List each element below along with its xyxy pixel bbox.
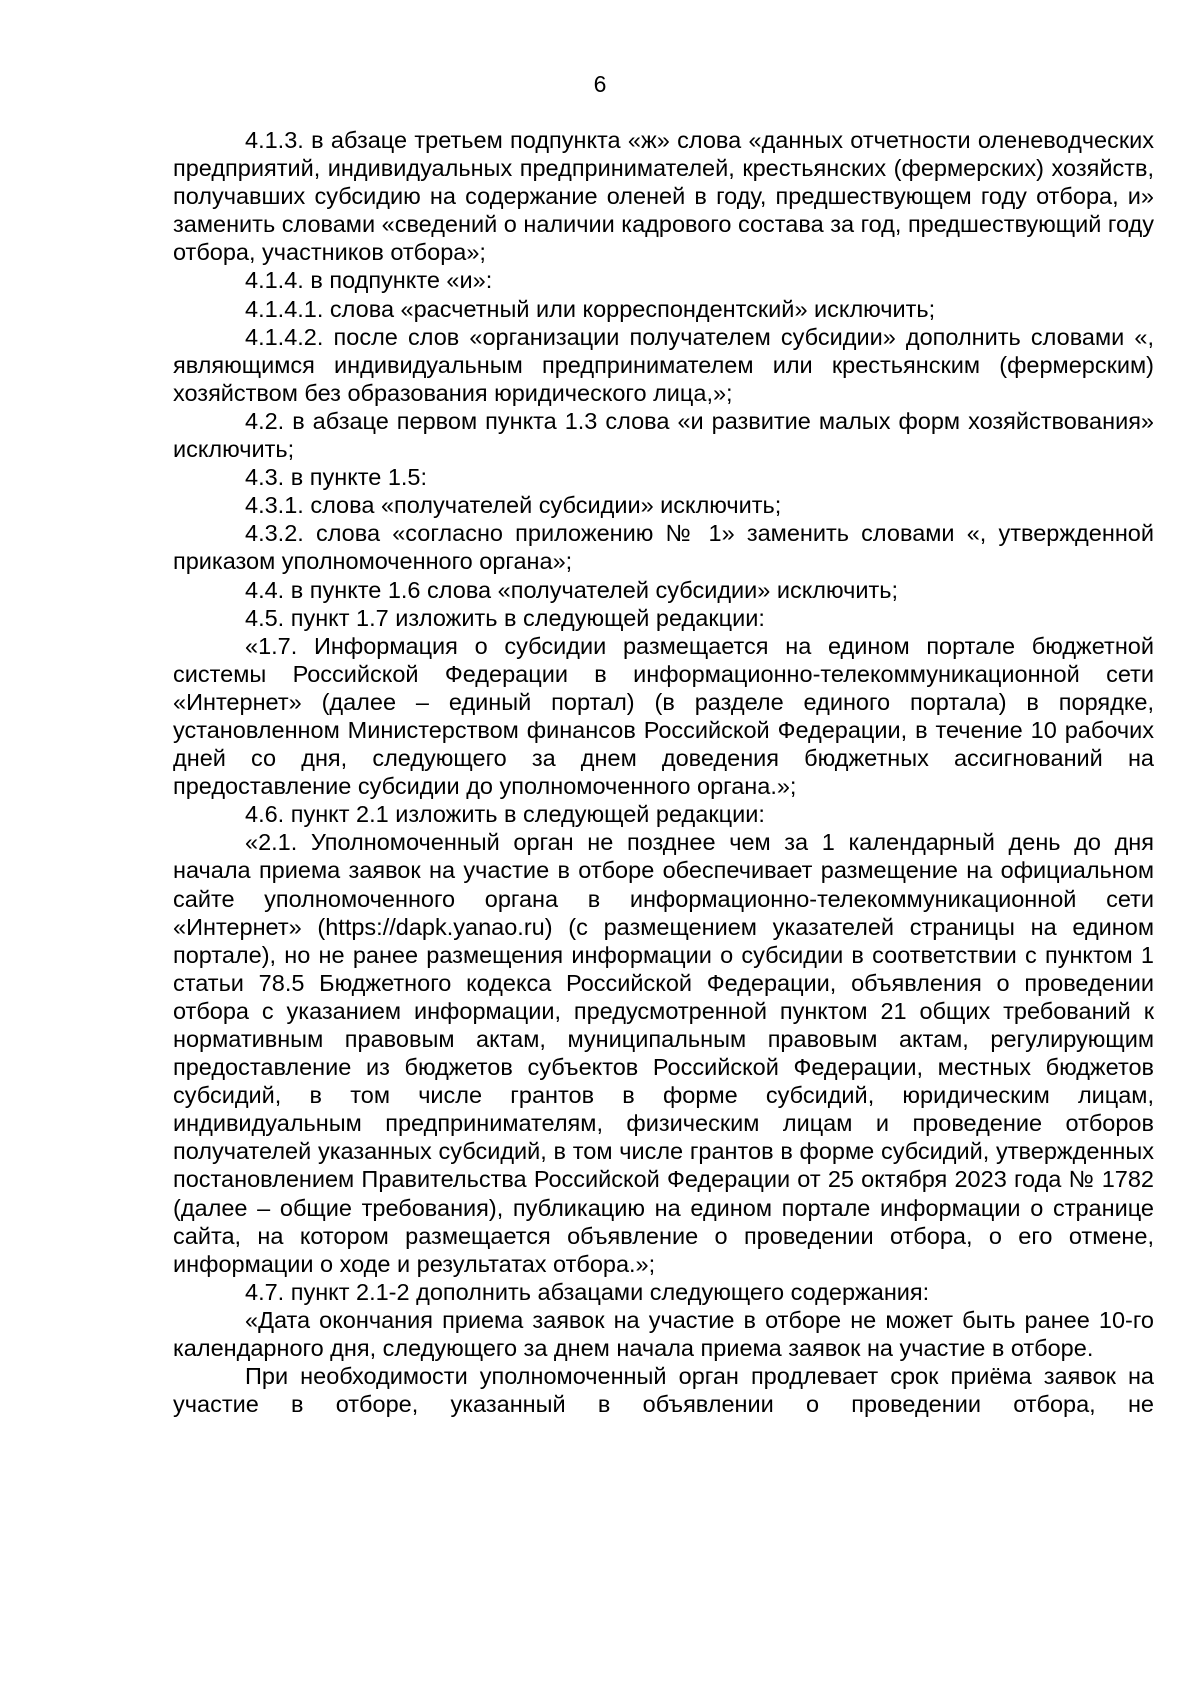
paragraph-4-3-1: 4.3.1. слова «получателей субсидии» исключить; [245, 492, 782, 519]
paragraph-4-5: 4.5. пункт 1.7 изложить в следующей редакции: [245, 604, 765, 631]
paragraph-4-4: 4.4. в пункте 1.6 слова «получателей субсидии» исключить; [245, 576, 899, 603]
paragraph-2-1-text: «2.1. Уполномоченный орган не позднее чем за 1 календарный день до дня начала приема заявок на участие в отборе обеспечивает размещение на официальном сайте уполномоченного органа в информационно-телекоммуникационной сети «Интернет» (https://dapk.yanao.ru) (с размещением указателей страницы на едином портале), но не ранее размещения информации о субсидии в соответствии с пунктом 1 статьи 78.5 Бюджетного кодекса Российской Федерации, объявления о проведении отбора с указанием информации, предусмотренной пунктом 21 общих требований к нормативным правовым актам, муниципальным правовым актам, регулирующим предоставление из бюджетов субъектов Российской Федерации, местных бюджетов субсидий, в том числе грантов в форме субсидий, юридическим лицам, индивидуальным предпринимателям, физическим лицам и проведение отборов получателей указанных субсидий, в том числе грантов в форме субсидий, утвержденных постановлением Правительства Российской Федерации от 25 октября 2023 года № 1782 (далее – общие требования), публикацию на едином портале информации о странице сайта, на котором размещается объявление о проведении отбора, о его отмене, информации о ходе и результатах отбора.»; [173, 829, 1154, 1277]
paragraph-deadline-text: «Дата окончания приема заявок на участие в отборе не может быть ранее 10-го календарного дня, следующего за днем начала приема заявок на участие в отборе. [173, 1306, 1154, 1362]
paragraph-4-1-3: 4.1.3. в абзаце третьем подпункта «ж» слова «данных отчетности оленеводческих предприятий, индивидуальных предпринимателей, крестьянских (фермерских) хозяйств, получавших субсидию на содержание оленей в году, предшествующем году отбора, и» заменить словами «сведений о наличии кадрового состава за год, предшествующий году отбора, участников отбора»; [173, 127, 1154, 266]
paragraph-4-1-4-1: 4.1.4.1. слова «расчетный или корреспондентский» исключить; [245, 295, 936, 322]
page-number: 6 [593, 71, 607, 97]
paragraph-4-1-4-2: 4.1.4.2. после слов «организации получателем субсидии» дополнить словами «, являющимся индивидуальным предпринимателем или крестьянским (фермерским) хозяйством без образования юридического лица,»; [173, 323, 1154, 406]
document-body [173, 126, 1154, 1418]
paragraph-4-6: 4.6. пункт 2.1 изложить в следующей редакции: [245, 801, 765, 828]
paragraph-4-7: 4.7. пункт 2.1-2 дополнить абзацами следующего содержания: [245, 1278, 930, 1305]
paragraph-4-2: 4.2. в абзаце первом пункта 1.3 слова «и развитие малых форм хозяйствования» исключить; [173, 407, 1154, 463]
paragraph-1-7-text: «1.7. Информация о субсидии размещается на едином портале бюджетной системы Российской Федерации в информационно-телекоммуникационной сети «Интернет» (далее – единый портал) (в разделе единого портала) в порядке, установленном Министерством финансов Российской Федерации, в течение 10 рабочих дней со дня, следующего за днем доведения бюджетных ассигнований на предоставление субсидии до уполномоченного органа.»; [173, 632, 1154, 800]
paragraph-extension-text: При необходимости уполномоченный орган продлевает срок приёма заявок на участие в отборе, указанный в объявлении о проведении отбора, не [173, 1363, 1154, 1418]
paragraph-4-3-2: 4.3.2. слова «согласно приложению № 1» заменить словами «, утвержденной приказом уполномоченного органа»; [173, 520, 1154, 575]
paragraph-4-3: 4.3. в пункте 1.5: [245, 464, 428, 491]
paragraph-4-1-4: 4.1.4. в подпункте «и»: [245, 267, 493, 294]
